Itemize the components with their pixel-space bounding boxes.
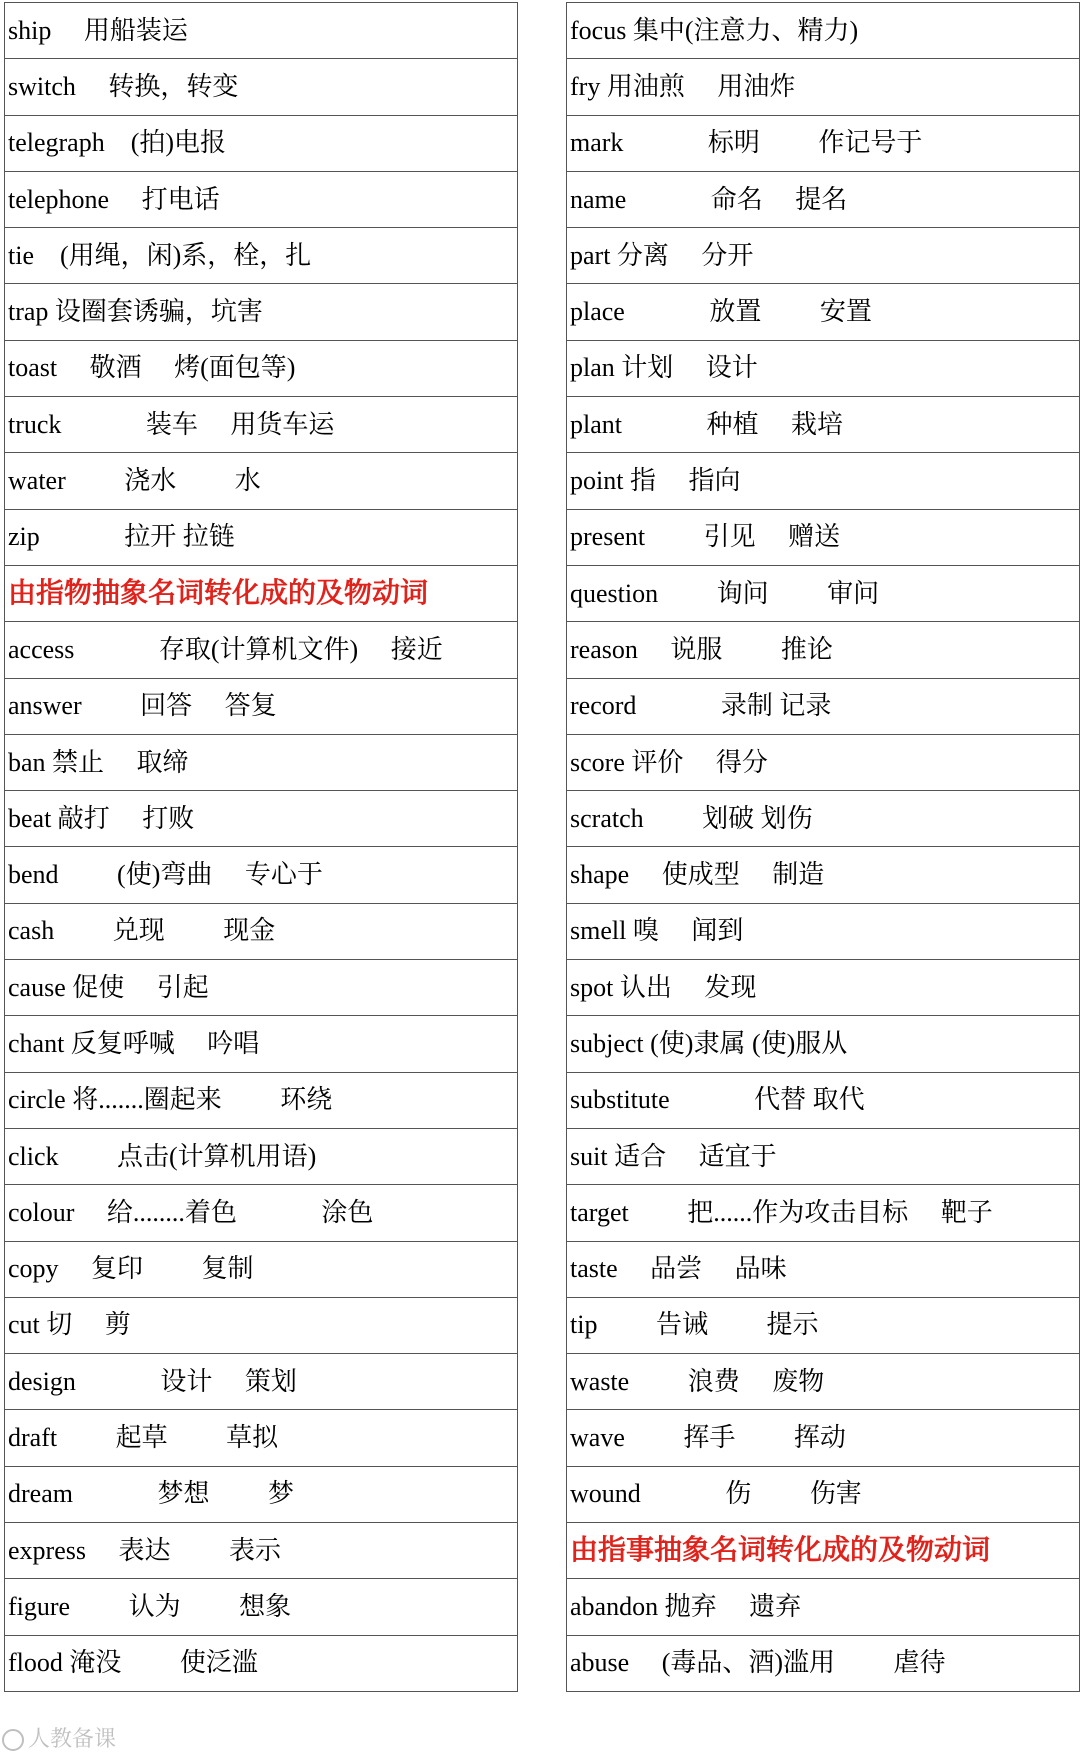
vocab-row <box>5 171 518 227</box>
vocab-row <box>5 1241 518 1297</box>
vocab-row <box>567 903 1080 959</box>
vocab-row <box>5 509 518 565</box>
vocab-entry: plan 计划 设计 <box>567 340 1080 396</box>
vocab-entry: tip 告诫 提示 <box>567 1297 1080 1353</box>
vocab-row <box>5 734 518 790</box>
vocab-entry: access 存取(计算机文件) 接近 <box>5 622 518 678</box>
vocab-entry: truck 装车 用货车运 <box>5 397 518 453</box>
vocab-entry: target 把......作为攻击目标 靶子 <box>567 1185 1080 1241</box>
vocab-row <box>5 622 518 678</box>
vocab-entry: dream 梦想 梦 <box>5 1466 518 1522</box>
vocab-entry: mark 标明 作记号于 <box>567 115 1080 171</box>
vocab-entry: bend (使)弯曲 专心于 <box>5 847 518 903</box>
vocab-entry: zip 拉开 拉链 <box>5 509 518 565</box>
vocab-row <box>5 847 518 903</box>
vocab-row <box>5 791 518 847</box>
vocab-entry: abandon 抛弃 遗弃 <box>567 1579 1080 1635</box>
vocab-row <box>5 960 518 1016</box>
watermark <box>2 1722 116 1753</box>
vocab-row <box>567 1354 1080 1410</box>
vocab-row <box>5 340 518 396</box>
vocab-row <box>5 397 518 453</box>
vocab-entry: telephone 打电话 <box>5 171 518 227</box>
vocab-entry: beat 敲打 打败 <box>5 791 518 847</box>
vocab-row <box>567 397 1080 453</box>
vocab-entry: chant 反复呼喊 吟唱 <box>5 1016 518 1072</box>
vocab-table-left <box>4 2 518 1692</box>
vocab-entry: answer 回答 答复 <box>5 678 518 734</box>
vocab-entry: flood 淹没 使泛滥 <box>5 1635 518 1691</box>
vocab-entry: ban 禁止 取缔 <box>5 734 518 790</box>
vocab-entry: waste 浪费 废物 <box>567 1354 1080 1410</box>
vocab-row <box>567 509 1080 565</box>
vocab-entry: record 录制 记录 <box>567 678 1080 734</box>
vocab-row <box>5 1072 518 1128</box>
watermark-logo-icon <box>2 1729 24 1751</box>
vocab-entry: abuse (毒品、酒)滥用 虐待 <box>567 1635 1080 1691</box>
vocab-row <box>567 1297 1080 1353</box>
vocab-entry: cause 促使 引起 <box>5 960 518 1016</box>
vocab-row <box>5 453 518 509</box>
vocab-row <box>5 678 518 734</box>
vocab-row <box>5 59 518 115</box>
vocab-entry: toast 敬酒 烤(面包等) <box>5 340 518 396</box>
watermark-text: 人教备课 <box>28 1727 117 1752</box>
vocab-row <box>5 3 518 59</box>
vocab-entry: telegraph (拍)电报 <box>5 115 518 171</box>
vocab-row <box>567 59 1080 115</box>
section-heading: 由指物抽象名词转化成的及物动词 <box>5 565 518 621</box>
vocab-row <box>5 1579 518 1635</box>
vocab-entry: score 评价 得分 <box>567 734 1080 790</box>
vocab-row <box>567 734 1080 790</box>
vocab-entry: place 放置 安置 <box>567 284 1080 340</box>
vocab-row <box>5 1354 518 1410</box>
vocab-table-right <box>566 2 1080 1692</box>
vocab-row <box>567 1128 1080 1184</box>
vocab-entry: subject (使)隶属 (使)服从 <box>567 1016 1080 1072</box>
section-heading: 由指事抽象名词转化成的及物动词 <box>567 1523 1080 1579</box>
vocab-row <box>567 171 1080 227</box>
vocab-row <box>5 1466 518 1522</box>
vocab-entry: cut 切 剪 <box>5 1297 518 1353</box>
vocab-entry: wound 伤 伤害 <box>567 1466 1080 1522</box>
vocab-entry: focus 集中(注意力、精力) <box>567 3 1080 59</box>
vocab-entry: tie (用绳，闲)系，栓，扎 <box>5 228 518 284</box>
vocab-entry: name 命名 提名 <box>567 171 1080 227</box>
vocab-row <box>567 1016 1080 1072</box>
vocab-entry: scratch 划破 划伤 <box>567 791 1080 847</box>
vocab-entry: cash 兑现 现金 <box>5 903 518 959</box>
vocab-entry: design 设计 策划 <box>5 1354 518 1410</box>
vocab-entry: trap 设圈套诱骗，坑害 <box>5 284 518 340</box>
vocab-row <box>567 678 1080 734</box>
vocab-row <box>567 340 1080 396</box>
vocab-row <box>5 1016 518 1072</box>
vocab-entry: express 表达 表示 <box>5 1523 518 1579</box>
vocab-row <box>5 1410 518 1466</box>
vocab-row <box>567 1579 1080 1635</box>
vocab-entry: wave 挥手 挥动 <box>567 1410 1080 1466</box>
vocab-entry: suit 适合 适宜于 <box>567 1128 1080 1184</box>
vocab-entry: copy 复印 复制 <box>5 1241 518 1297</box>
vocab-row <box>5 1523 518 1579</box>
vocab-row <box>567 1072 1080 1128</box>
vocab-row <box>5 1297 518 1353</box>
vocab-row <box>5 903 518 959</box>
vocab-row <box>567 1466 1080 1522</box>
vocab-entry: ship 用船装运 <box>5 3 518 59</box>
section-heading-row <box>567 1523 1080 1579</box>
vocab-entry: switch 转换，转变 <box>5 59 518 115</box>
vocab-row <box>5 228 518 284</box>
vocab-entry: water 浇水 水 <box>5 453 518 509</box>
vocab-entry: present 引见 赠送 <box>567 509 1080 565</box>
vocab-row <box>567 960 1080 1016</box>
vocab-entry: click 点击(计算机用语) <box>5 1128 518 1184</box>
vocab-entry: circle 将.......圈起来 环绕 <box>5 1072 518 1128</box>
vocab-entry: reason 说服 推论 <box>567 622 1080 678</box>
vocab-row <box>567 1410 1080 1466</box>
vocab-entry: smell 嗅 闻到 <box>567 903 1080 959</box>
vocab-entry: part 分离 分开 <box>567 228 1080 284</box>
vocab-entry: colour 给........着色 涂色 <box>5 1185 518 1241</box>
vocab-row <box>5 284 518 340</box>
vocab-row <box>567 3 1080 59</box>
vocab-entry: plant 种植 栽培 <box>567 397 1080 453</box>
vocab-entry: figure 认为 想象 <box>5 1579 518 1635</box>
vocab-row <box>567 847 1080 903</box>
vocab-row <box>567 622 1080 678</box>
vocab-row <box>5 1635 518 1691</box>
vocab-row <box>5 1185 518 1241</box>
vocab-entry: spot 认出 发现 <box>567 960 1080 1016</box>
vocab-row <box>567 1241 1080 1297</box>
vocab-row <box>567 1635 1080 1691</box>
vocab-row <box>567 115 1080 171</box>
vocab-entry: substitute 代替 取代 <box>567 1072 1080 1128</box>
vocab-row <box>567 565 1080 621</box>
vocab-row <box>567 284 1080 340</box>
vocab-entry: fry 用油煎 用油炸 <box>567 59 1080 115</box>
vocab-row <box>567 791 1080 847</box>
vocab-entry: point 指 指向 <box>567 453 1080 509</box>
vocab-entry: shape 使成型 制造 <box>567 847 1080 903</box>
vocab-entry: taste 品尝 品味 <box>567 1241 1080 1297</box>
vocab-entry: draft 起草 草拟 <box>5 1410 518 1466</box>
vocab-row <box>567 453 1080 509</box>
vocab-row <box>567 228 1080 284</box>
vocab-row <box>5 1128 518 1184</box>
vocab-row <box>567 1185 1080 1241</box>
vocab-entry: question 询问 审问 <box>567 565 1080 621</box>
section-heading-row <box>5 565 518 621</box>
vocab-row <box>5 115 518 171</box>
